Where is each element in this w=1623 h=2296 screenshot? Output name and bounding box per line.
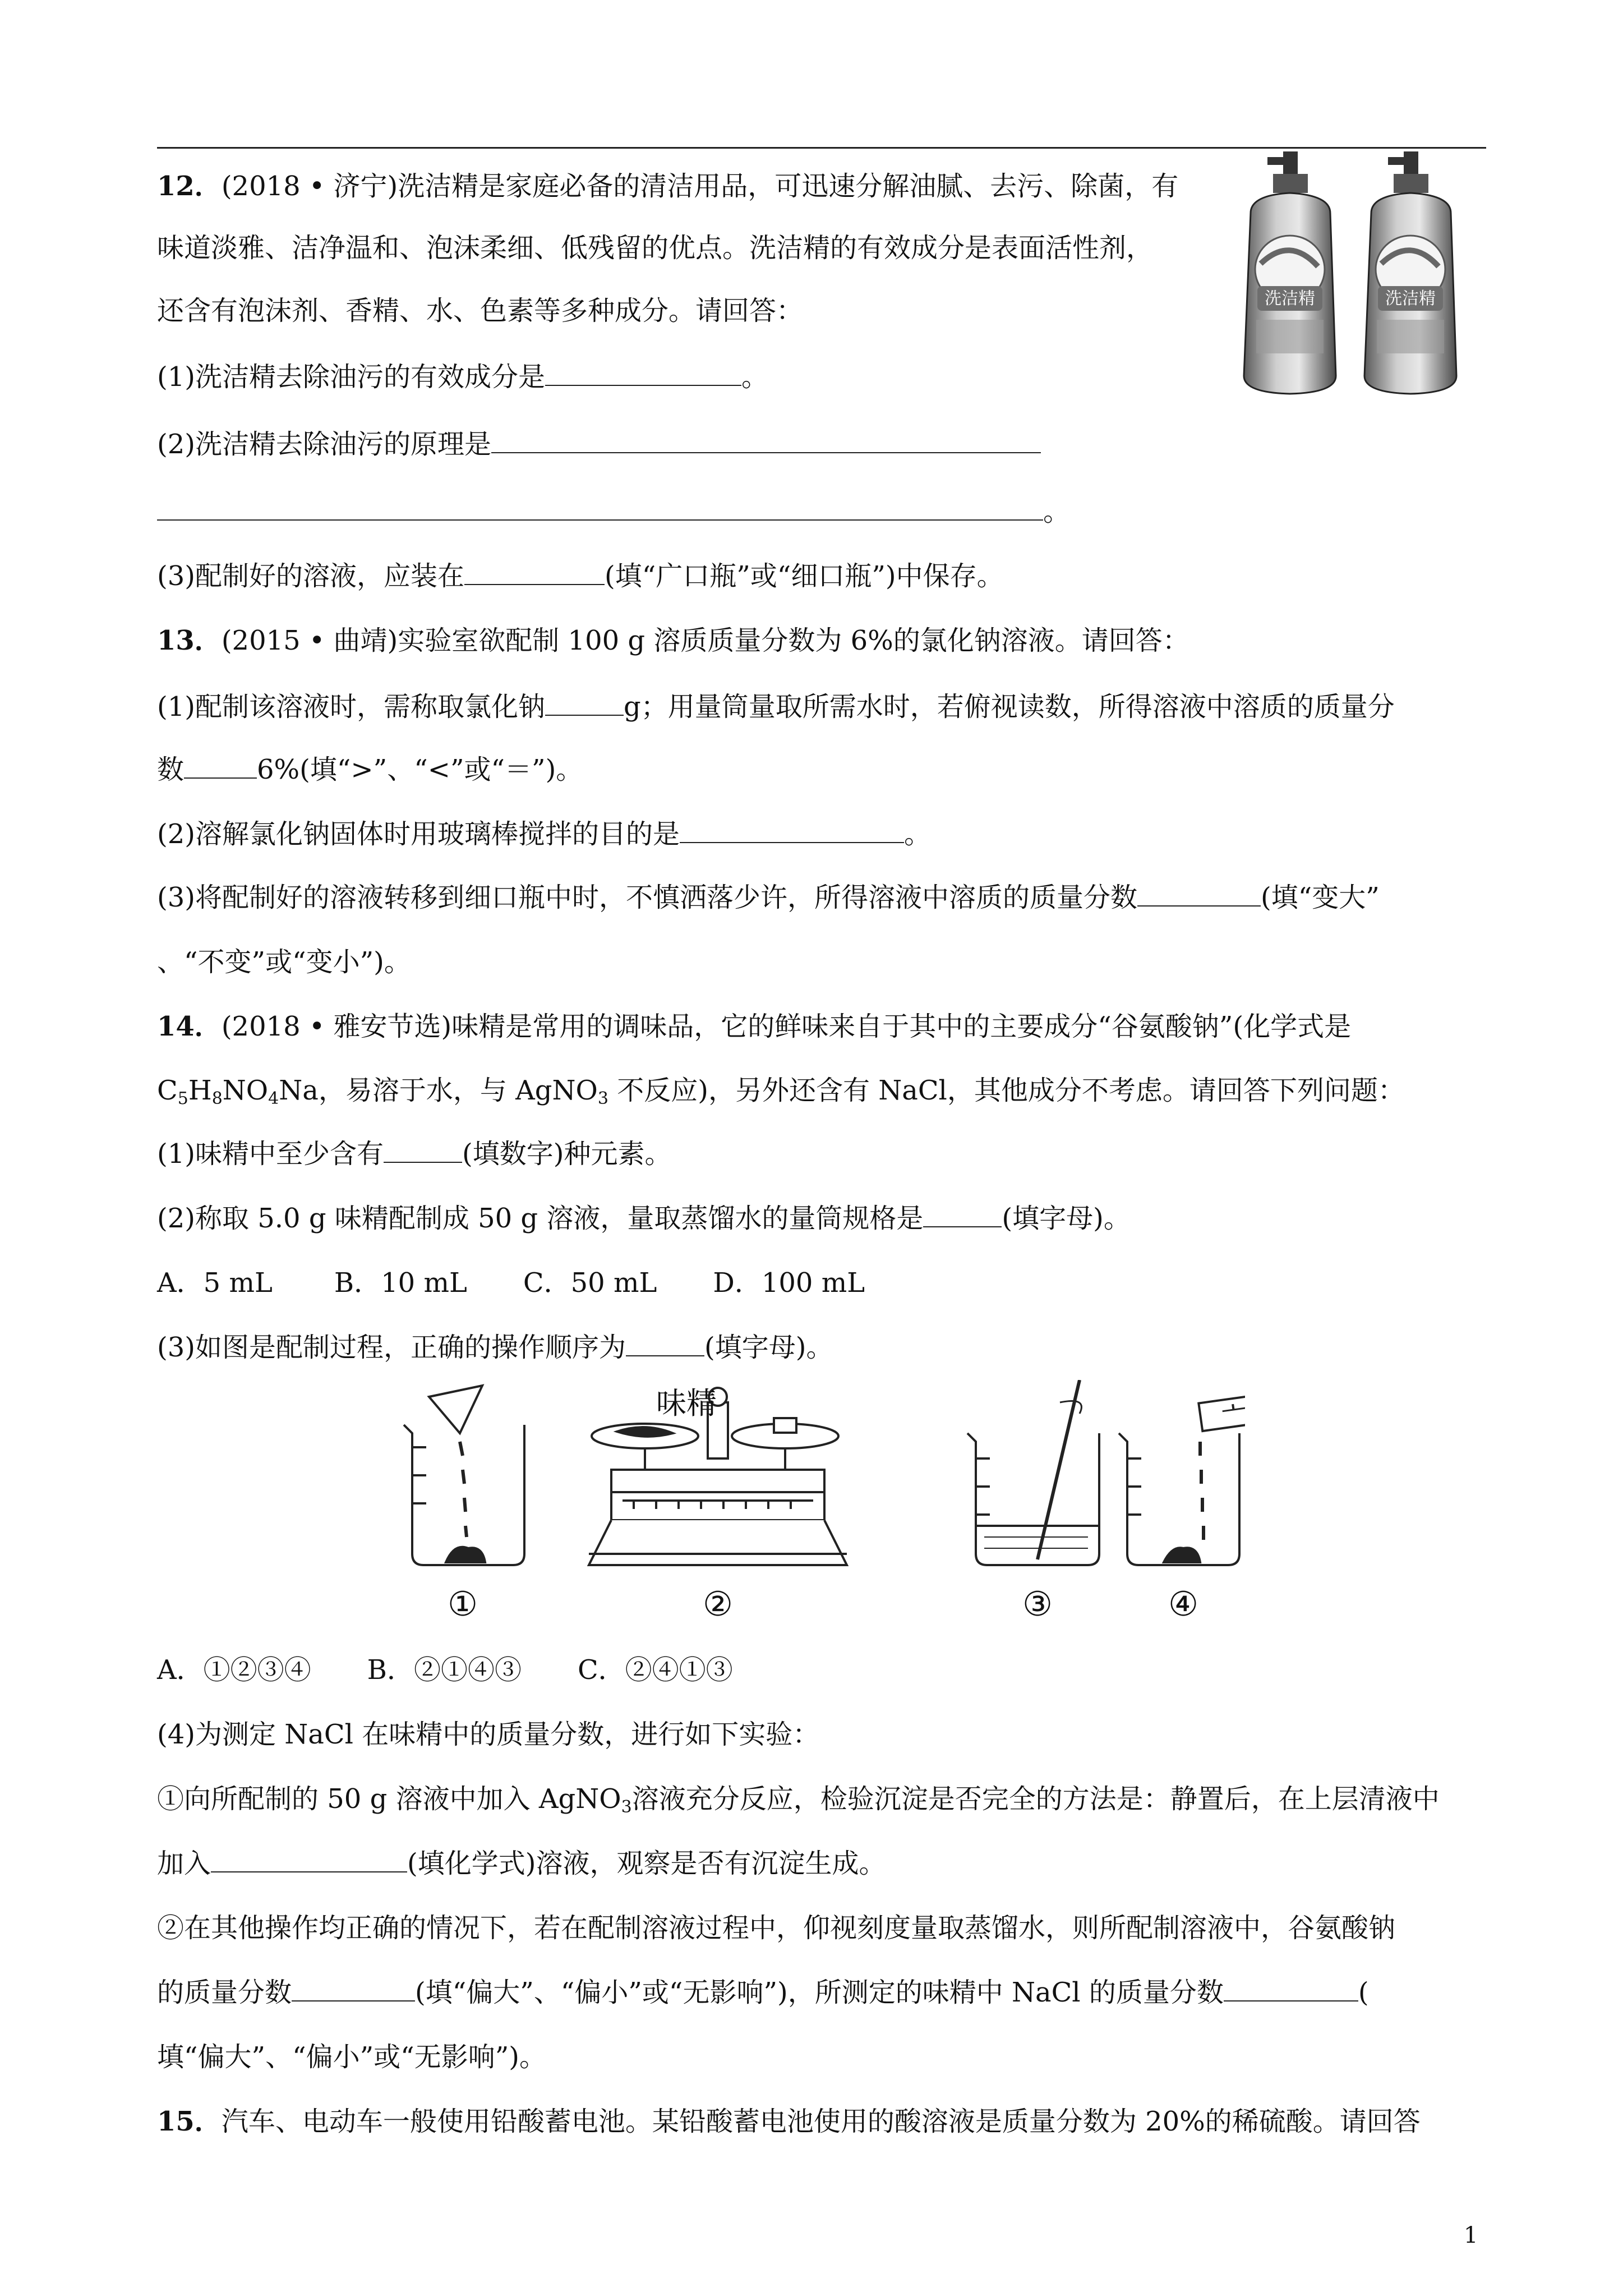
solution-preparation-figure (393, 1380, 1245, 1627)
option-b[interactable]: B．10 mL (334, 1267, 467, 1299)
q12-blank3[interactable] (464, 558, 605, 585)
step-3-label: ③ (1022, 1585, 1053, 1624)
q12-part2: (2)洗洁精去除油污的原理是 (157, 426, 1041, 462)
step-2-label: ② (703, 1585, 733, 1624)
q13-number: 13． (157, 625, 222, 656)
q12-source: (2018 • 济宁) (221, 171, 398, 202)
q12-stem-line3: 还含有泡沫剂、香精、水、色素等多种成分。请回答： (157, 295, 804, 326)
svg-text:洗洁精: 洗洁精 (1265, 289, 1315, 309)
q14-source: (2018 • 雅安节选) (221, 1011, 452, 1042)
q13-blank1[interactable] (545, 689, 624, 716)
q12-part3: (3)配制好的溶液，应装在 (填“广口瓶”或“细口瓶”)中保存。 (157, 558, 1004, 594)
q14-part4-2-end: 填“偏大”、“偏小”或“无影响”)。 (157, 2041, 546, 2073)
bottle-left (1244, 151, 1336, 394)
q14-stem-line2: $C_5H_8NO_4Na$，易溶于水，与 AgNO$_3$ 不反应)，另外还含有 NaCl，其他成分不考虑。请回答下列问题： (157, 1075, 1405, 1108)
q13-blank3[interactable] (680, 816, 904, 843)
q14-blank5[interactable] (292, 1975, 415, 2001)
q15-stem: 15．汽车、电动车一般使用铅酸蓄电池。某铅酸蓄电池使用的酸溶液是质量分数为 20%的稀硫酸。请回答 (157, 2106, 1421, 2137)
option-c[interactable]: C．50 mL (523, 1267, 657, 1299)
option-b[interactable]: B．②①④③ (367, 1654, 522, 1686)
q14-number: 14． (157, 1011, 222, 1042)
q14-part2: (2)称取 5.0 g 味精配制成 50 g 溶液，量取蒸馏水的量筒规格是 (填字母)。 (157, 1200, 1131, 1236)
q14-blank6[interactable] (1224, 1975, 1358, 2001)
q14-stem-line1: 14．(2018 • 雅安节选)味精是常用的调味品，它的鲜味来自于其中的主要成分“谷氨酸钠”(化学式是 (157, 1011, 1352, 1042)
q14-blank1[interactable] (384, 1136, 462, 1163)
q12-blank2a[interactable] (491, 426, 1041, 453)
q13-part3: (3)将配制好的溶液转移到细口瓶中时，不慎洒落少许，所得溶液中溶质的质量分数 (填“变大” (157, 880, 1380, 915)
beaker-4 (1119, 1380, 1245, 1565)
q13-part3-cont: 、“不变”或“变小”)。 (157, 946, 411, 978)
msg-label: 味精 (656, 1386, 717, 1421)
q13-blank2[interactable] (184, 752, 257, 779)
header-rule (157, 147, 1486, 149)
svg-text:洗洁精: 洗洁精 (1385, 289, 1436, 309)
q12-blank2b[interactable] (157, 494, 1043, 521)
q14-part3-options (157, 1652, 733, 1688)
q13-part2: (2)溶解氯化钠固体时用玻璃棒搅拌的目的是 。 (157, 816, 931, 852)
q14-blank3[interactable] (626, 1329, 704, 1356)
page-number: 1 (1464, 2223, 1478, 2248)
q14-part4-1: ①向所配制的 50 g 溶液中加入 AgNO$_3$溶液充分反应，检验沉淀是否完全的方法是：静置后，在上层清液中 (157, 1783, 1440, 1817)
q12-stem-line2: 味道淡雅、洁净温和、泡沫柔细、低残留的优点。洗洁精的有效成分是表面活性剂， (157, 232, 1154, 264)
q12-stem-line1: 12．(2018 • 济宁)洗洁精是家庭必备的清洁用品，可迅速分解油腻、去污、除菌，有 (157, 171, 1179, 202)
dish-soap-bottles-figure (1234, 151, 1492, 398)
q13-blank4[interactable] (1137, 880, 1261, 907)
q12-blank1[interactable] (545, 359, 741, 386)
option-a[interactable]: A．①②③④ (157, 1654, 311, 1686)
q12-part1: (1)洗洁精去除油污的有效成分是 。 (157, 359, 768, 395)
q14-part3: (3)如图是配制过程，正确的操作顺序为 (填字母)。 (157, 1329, 833, 1365)
bottle-right (1364, 151, 1456, 394)
q15-number: 15． (157, 2106, 222, 2137)
q13-part1-cont: 数 6%(填“>”、“<”或“＝”)。 (157, 752, 583, 788)
step-1-label: ① (448, 1585, 478, 1624)
balance (589, 1388, 847, 1565)
q14-part2-options (157, 1265, 865, 1301)
q14-part1: (1)味精中至少含有 (填数字)种元素。 (157, 1136, 671, 1172)
q14-blank4[interactable] (211, 1846, 407, 1872)
option-a[interactable]: A．5 mL (157, 1267, 273, 1299)
q13-part1: (1)配制该溶液时，需称取氯化钠 g；用量筒量取所需水时，若俯视读数，所得溶液中溶质的质量分 (157, 689, 1395, 725)
option-d[interactable]: D．100 mL (713, 1267, 865, 1299)
q14-blank2[interactable] (923, 1200, 1002, 1227)
q13-stem: 13．(2015 • 曲靖)实验室欲配制 100 g 溶质质量分数为 6%的氯化钠溶液。请回答： (157, 625, 1189, 656)
option-c[interactable]: C．②④①③ (577, 1654, 733, 1686)
q14-part4-1-cont: 加入 (填化学式)溶液，观察是否有沉淀生成。 (157, 1846, 886, 1881)
q12-part2-cont: 。 (157, 494, 1070, 530)
q13-source: (2015 • 曲靖) (221, 625, 398, 656)
chemical-formula: $C_5H_8NO_4Na$ (157, 1075, 319, 1108)
q14-part4-2-cont: 的质量分数 (填“偏大”、“偏小”或“无影响”)，所测定的味精中 NaCl 的质量分数 ( (157, 1975, 1369, 2010)
q12-number: 12． (157, 171, 222, 202)
step-4-label: ④ (1168, 1585, 1198, 1624)
q14-part4-2: ②在其他操作均正确的情况下，若在配制溶液过程中，仰视刻度量取蒸馏水，则所配制溶液中，谷氨酸钠 (157, 1912, 1396, 1944)
q14-part4: (4)为测定 NaCl 在味精中的质量分数，进行如下实验： (157, 1719, 820, 1750)
beaker-1 (404, 1386, 524, 1565)
beaker-3 (967, 1380, 1099, 1565)
